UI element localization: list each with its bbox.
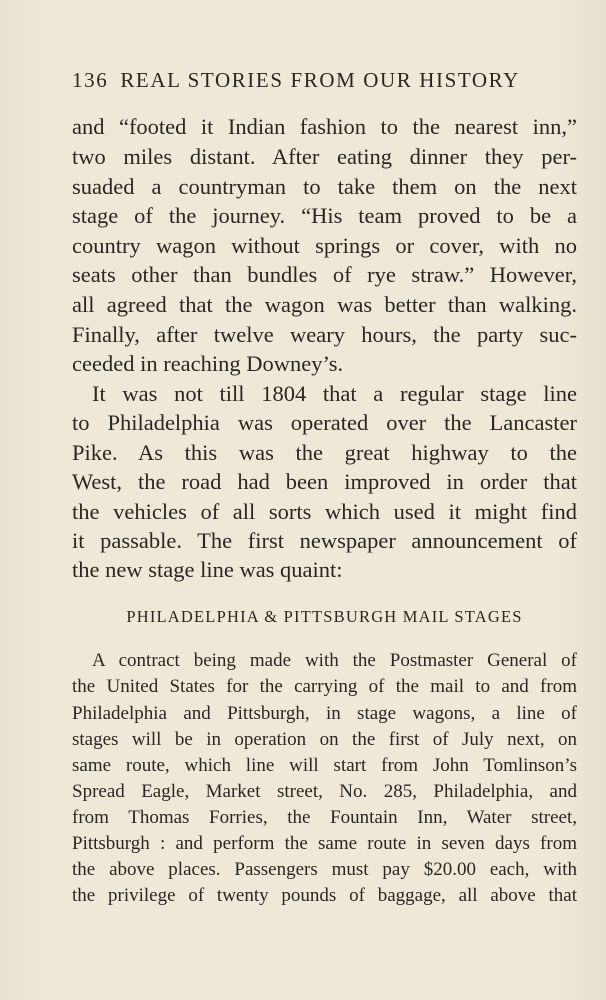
- notice-line: the privilege of twenty pounds of baggage, all above that: [72, 885, 577, 906]
- text-line: [72, 379, 577, 409]
- text-line: seats other than bundles of rye straw.” However,: [72, 262, 577, 287]
- notice-line: Spread Eagle, Market street, No. 285, Philadelphia, and: [72, 781, 577, 802]
- notice-line-content: A contract being made with the Postmaster General of: [92, 650, 577, 671]
- text-line: West, the road had been improved in order that: [72, 469, 577, 494]
- text-line: ceeded in reaching Downey’s.: [72, 351, 344, 376]
- running-header: [72, 68, 544, 93]
- text-line: Pike. As this was the great highway to the: [72, 440, 577, 465]
- text-line: two miles distant. After eating dinner they per-: [72, 144, 577, 169]
- notice-line: Philadelphia and Pittsburgh, in stage wagons, a line of: [72, 703, 577, 724]
- text-line: the vehicles of all sorts which used it might find: [72, 499, 577, 524]
- text-line-content: It was not till 1804 that a regular stage line: [92, 381, 577, 406]
- notice-line: [72, 648, 577, 674]
- notice-line: Pittsburgh : and perform the same route in seven days from: [72, 833, 577, 854]
- text-line: suaded a countryman to take them on the next: [72, 174, 577, 199]
- notice-line: the above places. Passengers must pay $20.00 each, with: [72, 859, 577, 880]
- text-line: Finally, after twelve weary hours, the party suc-: [72, 322, 577, 347]
- text-line: stage of the journey. “His team proved to be a: [72, 203, 577, 228]
- text-line: the new stage line was quaint:: [72, 557, 343, 582]
- notice-line: stages will be in operation on the first of July next, on: [72, 729, 577, 750]
- text-line: it passable. The first newspaper announcement of: [72, 528, 577, 553]
- running-title: REAL STORIES FROM OUR HISTORY: [120, 68, 520, 92]
- page-number: 136: [72, 68, 109, 92]
- text-line: all agreed that the wagon was better than walking.: [72, 292, 577, 317]
- text-line: and “footed it Indian fashion to the nearest inn,”: [72, 114, 577, 139]
- notice-line: the United States for the carrying of the mail to and from: [72, 676, 577, 697]
- notice-line: from Thomas Forries, the Fountain Inn, Water street,: [72, 807, 577, 828]
- notice-heading: PHILADELPHIA & PITTSBURGH MAIL STAGES: [126, 607, 523, 626]
- text-line: country wagon without springs or cover, with no: [72, 233, 577, 258]
- text-line: to Philadelphia was operated over the Lancaster: [72, 410, 577, 435]
- notice-line: same route, which line will start from John Tomlinson’s: [72, 755, 577, 776]
